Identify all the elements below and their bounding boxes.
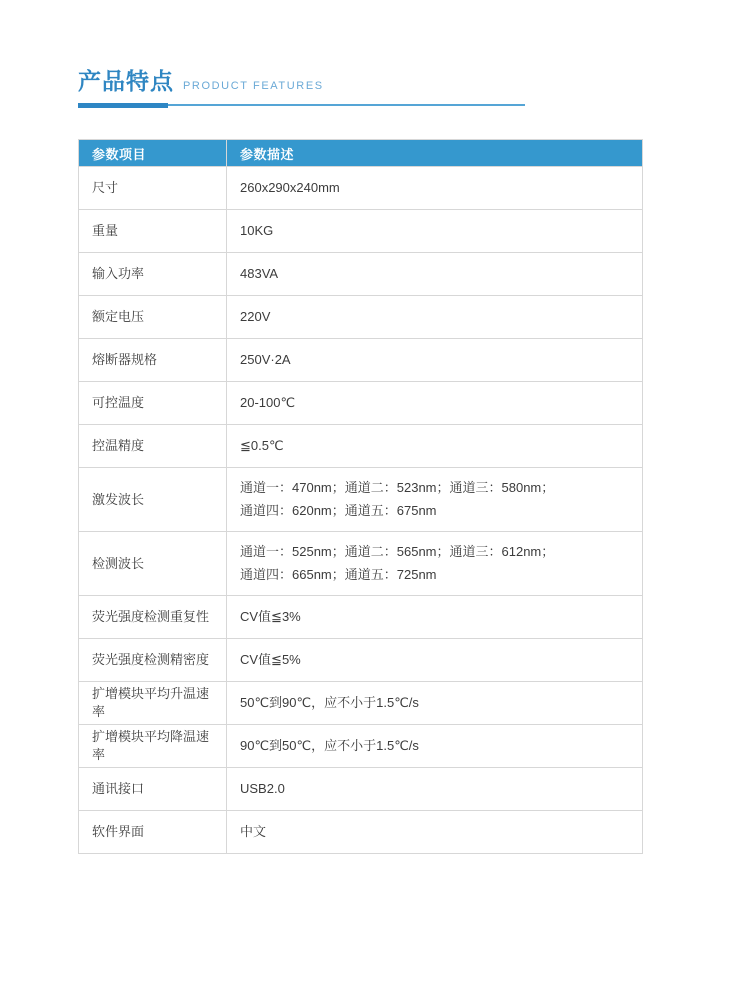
parameter-name: 控温精度 <box>79 425 227 468</box>
table-header-row <box>79 140 643 167</box>
parameter-value: 中文 <box>227 811 643 854</box>
parameter-value: 通道一：470nm；通道二：523nm；通道三：580nm； 通道四：620nm；通道五：675nm <box>227 468 643 532</box>
parameter-name: 熔断器规格 <box>79 339 227 382</box>
parameter-name: 可控温度 <box>79 382 227 425</box>
parameter-value: USB2.0 <box>227 768 643 811</box>
table-row <box>79 596 643 639</box>
parameter-name: 扩增模块平均降温速率 <box>79 725 227 768</box>
table-row <box>79 167 643 210</box>
table-row <box>79 639 643 682</box>
parameter-name: 荧光强度检测精密度 <box>79 639 227 682</box>
table-row <box>79 468 643 532</box>
parameter-value: 483VA <box>227 253 643 296</box>
parameter-value: 220V <box>227 296 643 339</box>
page-subtitle: PRODUCT FEATURES <box>183 80 324 92</box>
parameter-value: 260x290x240mm <box>227 167 643 210</box>
parameter-value: 20-100℃ <box>227 382 643 425</box>
parameter-name: 通讯接口 <box>79 768 227 811</box>
parameter-value: ≦0.5℃ <box>227 425 643 468</box>
table-row <box>79 253 643 296</box>
parameter-name: 输入功率 <box>79 253 227 296</box>
table-body <box>79 167 643 854</box>
section-title-group <box>78 68 735 94</box>
parameter-value: CV值≦3% <box>227 596 643 639</box>
table-row <box>79 768 643 811</box>
table-row <box>79 296 643 339</box>
parameter-name: 软件界面 <box>79 811 227 854</box>
parameter-name: 激发波长 <box>79 468 227 532</box>
parameter-value: 90℃到50℃，应不小于1.5℃/s <box>227 725 643 768</box>
column-header-parameter: 参数项目 <box>79 140 227 167</box>
title-underline <box>78 103 525 108</box>
parameter-name: 扩增模块平均升温速率 <box>79 682 227 725</box>
table-row <box>79 425 643 468</box>
table-row <box>79 339 643 382</box>
parameter-name: 检测波长 <box>79 532 227 596</box>
spec-table <box>78 139 643 854</box>
parameter-name: 尺寸 <box>79 167 227 210</box>
parameter-value: CV值≦5% <box>227 639 643 682</box>
parameter-value: 通道一：525nm；通道二：565nm；通道三：612nm； 通道四：665nm；通道五：725nm <box>227 532 643 596</box>
parameter-value: 250V·2A <box>227 339 643 382</box>
parameter-name: 荧光强度检测重复性 <box>79 596 227 639</box>
parameter-value: 10KG <box>227 210 643 253</box>
table-row <box>79 725 643 768</box>
table-row <box>79 210 643 253</box>
table-row <box>79 532 643 596</box>
page-title: 产品特点 <box>78 68 174 94</box>
table-row <box>79 811 643 854</box>
parameter-name: 重量 <box>79 210 227 253</box>
table-row <box>79 682 643 725</box>
parameter-value: 50℃到90℃，应不小于1.5℃/s <box>227 682 643 725</box>
column-header-description: 参数描述 <box>227 140 643 167</box>
section-header <box>78 68 735 108</box>
table-row <box>79 382 643 425</box>
parameter-name: 额定电压 <box>79 296 227 339</box>
